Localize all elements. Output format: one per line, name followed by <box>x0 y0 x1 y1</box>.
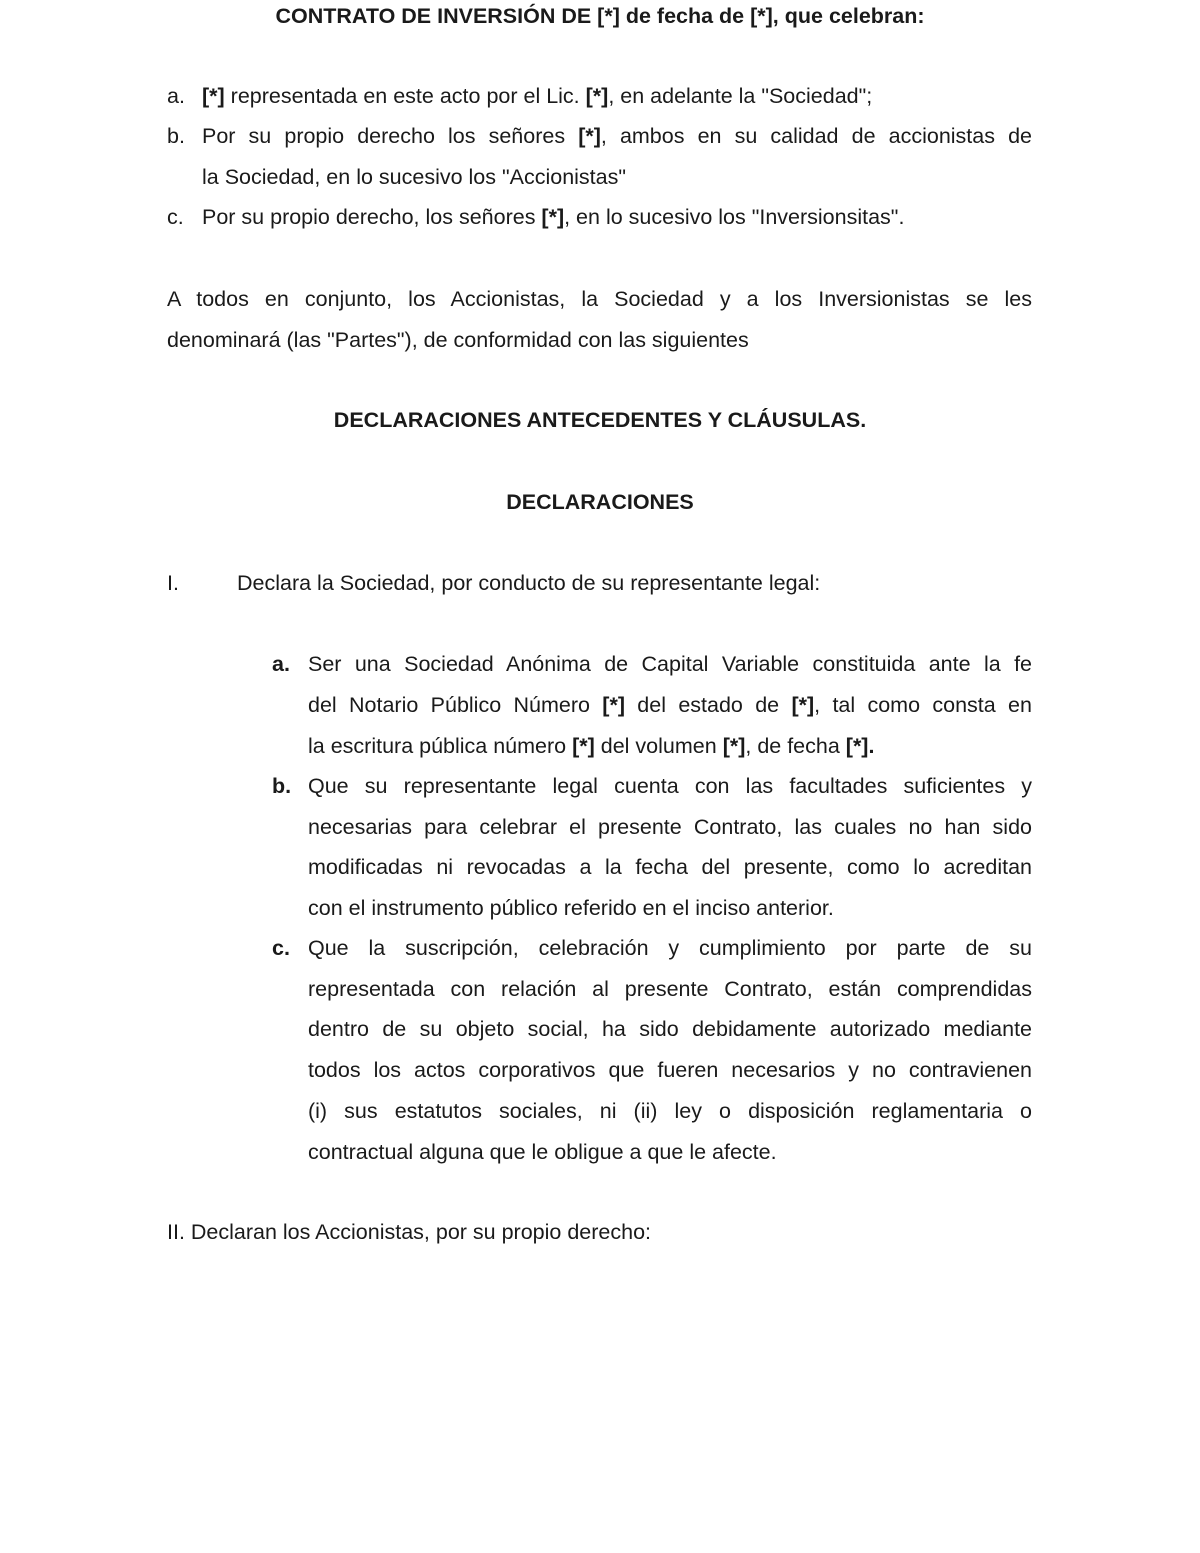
item-c-line-6: contractual alguna que le obligue a que le afecte. <box>308 1140 777 1164</box>
party-a-text: , en adelante la "Sociedad"; <box>608 84 873 108</box>
placeholder-mark: [*] <box>585 84 609 108</box>
intro-line-1: A todos en conjunto, los Accionistas, la Sociedad y a los Inversionistas se les <box>167 287 1032 311</box>
item-a-line-2 <box>308 692 1032 718</box>
section-2-text: II. Declaran los Accionistas, por su propio derecho: <box>167 1220 652 1244</box>
item-a-marker: a. <box>272 652 290 676</box>
item-b-marker: b. <box>272 774 292 798</box>
item-a-text: del volumen <box>594 734 723 758</box>
section-1-text: Declara la Sociedad, por conducto de su representante legal: <box>237 571 821 595</box>
heading-main: DECLARACIONES ANTECEDENTES Y CLÁUSULAS. <box>333 408 867 432</box>
item-c-line-2: representada con relación al presente Contrato, están comprendidas <box>308 977 1032 1001</box>
contract-title <box>0 3 1200 29</box>
item-a-line-1: Ser una Sociedad Anónima de Capital Variable constituida ante la fe <box>308 652 1032 676</box>
item-a-text: del Notario Público Número <box>308 693 603 717</box>
placeholder-mark: [*]. <box>845 734 875 758</box>
placeholder-mark: [*] <box>602 693 625 717</box>
party-c-marker: c. <box>167 205 184 229</box>
item-a-line-3 <box>308 733 874 759</box>
item-c-line-4: todos los actos corporativos que fueren necesarios y no contravienen <box>308 1058 1032 1082</box>
placeholder-mark: [*] <box>791 693 815 717</box>
party-b-text: Por su propio derecho los señores <box>202 124 579 148</box>
party-c-text: , en lo sucesivo los "Inversionsitas". <box>564 205 905 229</box>
placeholder-mark: [*] <box>722 734 746 758</box>
party-c-text: Por su propio derecho, los señores <box>202 205 542 229</box>
party-b-marker: b. <box>167 124 185 148</box>
heading-declaraciones: DECLARACIONES <box>506 490 694 514</box>
item-a-text: , tal como consta en <box>814 693 1032 717</box>
item-b-line-4: con el instrumento público referido en el inciso anterior. <box>308 896 834 920</box>
party-b-line-2: la Sociedad, en lo sucesivo los "Accionistas" <box>202 165 626 189</box>
intro-line-2: denominará (las "Partes"), de conformidad con las siguientes <box>167 328 749 352</box>
party-c-line <box>202 204 904 230</box>
item-a-text: la escritura pública número <box>308 734 573 758</box>
section-1-marker: I. <box>167 571 179 595</box>
item-c-line-5: (i) sus estatutos sociales, ni (ii) ley o disposición reglamentaria o <box>308 1099 1032 1123</box>
item-b-line-2: necesarias para celebrar el presente Contrato, las cuales no han sido <box>308 815 1032 839</box>
party-b-line-1 <box>202 123 1032 149</box>
placeholder-mark: [*] <box>541 205 565 229</box>
item-c-line-3: dentro de su objeto social, ha sido debidamente autorizado mediante <box>308 1017 1032 1041</box>
party-b-text: , ambos en su calidad de accionistas de <box>600 124 1032 148</box>
item-b-line-3: modificadas ni revocadas a la fecha del presente, como lo acreditan <box>308 855 1032 879</box>
placeholder-mark: [*] <box>578 124 601 148</box>
placeholder-mark: [*] <box>572 734 595 758</box>
party-a-text: representada en este acto por el Lic. <box>224 84 586 108</box>
party-a-marker: a. <box>167 84 185 108</box>
party-a-line <box>202 83 872 109</box>
item-a-text: , de fecha <box>745 734 846 758</box>
item-a-text: del estado de <box>624 693 792 717</box>
placeholder-mark: [*] <box>202 84 225 108</box>
item-c-marker: c. <box>272 936 290 960</box>
contract-title-text: CONTRATO DE INVERSIÓN DE [*] de fecha de [*], que celebran: <box>275 4 925 28</box>
item-b-line-1: Que su representante legal cuenta con las facultades suficientes y <box>308 774 1032 798</box>
item-c-line-1: Que la suscripción, celebración y cumplimiento por parte de su <box>308 936 1032 960</box>
